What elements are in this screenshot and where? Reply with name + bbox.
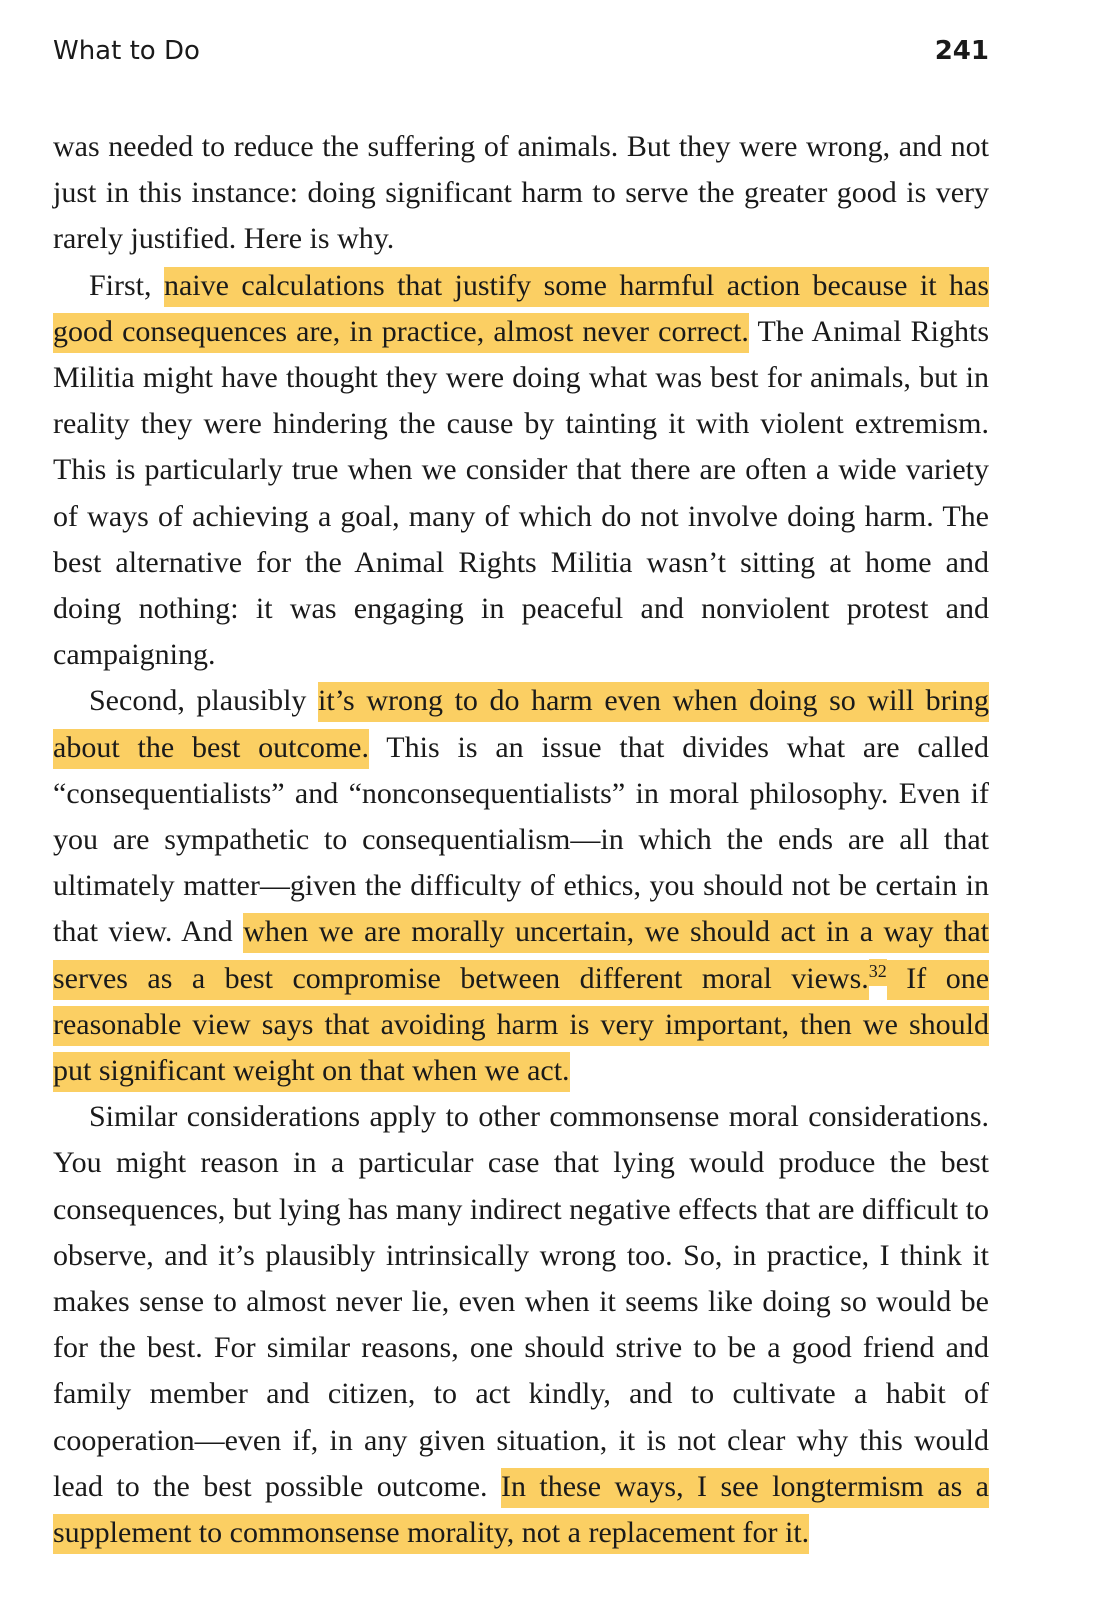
paragraph-text: The Animal Rights Militia might have thought they were doing what was best for animals, but in reality they were hindering the cause by tainting it with violent extremism. This is particularly true when we consider that there are often a wide variety of ways of achieving a goal, many of which do not involve doing harm. The best alternative for the Animal Rights Militia wasn’t sitting at home and doing nothing: it was engaging in peaceful and nonviolent protest and campaigning.	[53, 314, 989, 672]
paragraph-text: Similar considerations apply to other commonsense moral considerations. You might reason in a particular case that lying would produce the best consequences, but lying has many indirect negative effects that are difficult to observe, and it’s plausibly intrinsically wrong too. So, in practice, I think it makes sense to almost never lie, even when it seems like doing so would be for the best. For similar reasons, one should strive to be a good friend and family member and citizen, to act kindly, and to cultivate a habit of cooperation—even if, in any given situation, it is not clear why this would lead to the best possible outcome.	[53, 1100, 989, 1503]
highlighted-passage[interactable]: If one reasonable view says that avoiding harm is very important, then we should put significant weight on that when we act.	[53, 960, 989, 1092]
paragraph-2	[53, 263, 989, 679]
highlighted-passage[interactable]: it’s wrong to do harm even when doing so will bring about the best outcome.	[53, 682, 989, 768]
highlighted-passage[interactable]: when we are morally uncertain, we should act in a way that serves as a best compromise between different moral views.	[53, 913, 989, 999]
paragraph-text: First,	[89, 268, 164, 302]
paragraph-4	[53, 1094, 989, 1556]
paragraph-text: Second, plausibly	[89, 684, 319, 718]
highlighted-passage[interactable]: naive calculations that justify some harmful action because it has good consequences are, in practice, almost never correct.	[53, 267, 989, 353]
body-text	[53, 124, 989, 1556]
paragraph-1	[53, 124, 989, 263]
paragraph-text: was needed to reduce the suffering of animals. But they were wrong, and not just in this instance: doing significant harm to serve the greater good is very rarely justified. Here is why.	[53, 130, 989, 256]
paragraph-text: This is an issue that divides what are called “consequentialists” and “nonconsequentialists” in moral philosophy. Even if you are sympathetic to consequentialism—in which the ends are all that ultimately matter—given the difficulty of ethics, you should not be certain in that view. And	[53, 730, 989, 949]
page-number: 241	[934, 36, 989, 66]
running-title: What to Do	[53, 36, 200, 66]
paragraph-3	[53, 678, 989, 1094]
footnote-marker[interactable]: 32	[869, 959, 887, 986]
highlighted-passage[interactable]: In these ways, I see longtermism as a supplement to commonsense morality, not a replacement for it.	[53, 1468, 989, 1554]
page-header	[53, 36, 989, 76]
